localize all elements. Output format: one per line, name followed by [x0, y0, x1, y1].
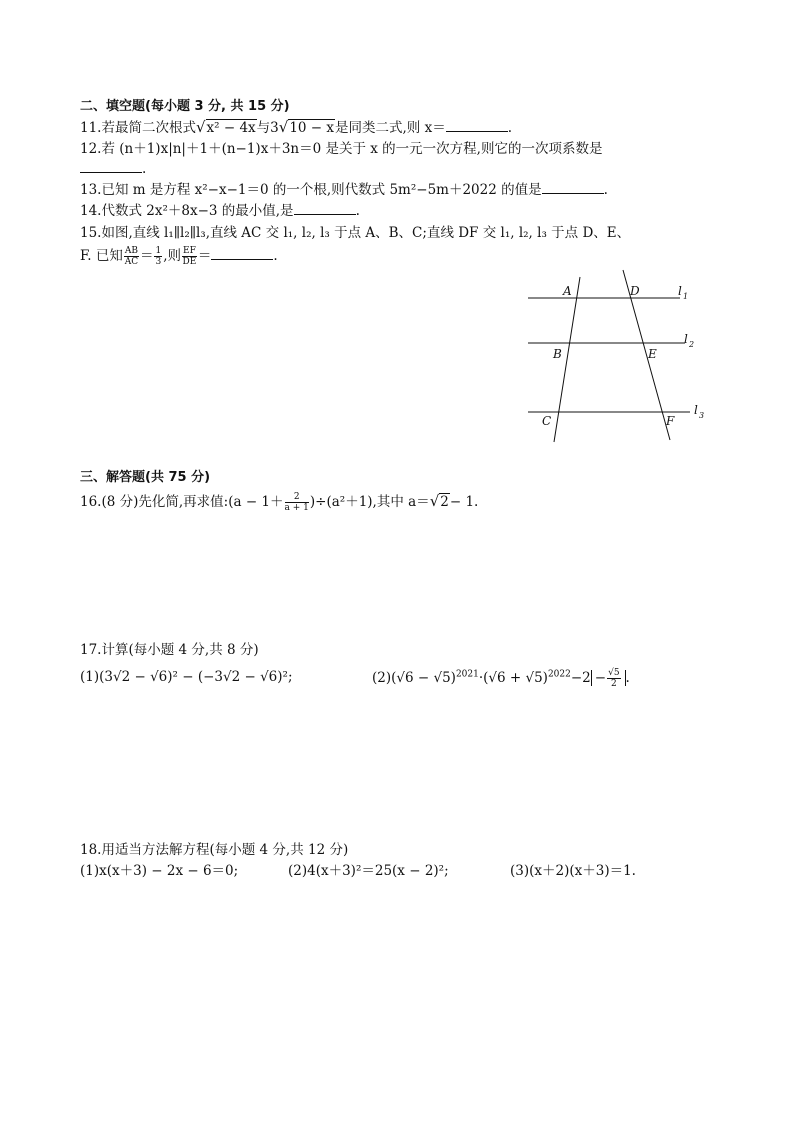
question-12: 12.若 (n＋1)x|n|＋1＋(n−1)x＋3n＝0 是关于 x 的一元一次方程,则它的一次项系数是: [80, 141, 603, 157]
frac-num: EF: [183, 246, 196, 256]
frac-num: 2: [285, 492, 309, 503]
fraction-one-third: [154, 246, 162, 267]
answer-blank-14[interactable]: [294, 202, 356, 215]
question-17-part1: (1)(3√2 − √6)² − (−3√2 − √6)²;: [80, 669, 293, 685]
q15-end: .: [273, 248, 278, 264]
radicand-2: 10 − x: [289, 120, 335, 136]
question-17-part2: [372, 668, 630, 689]
question-14: [80, 202, 360, 220]
parallel-lines-figure: [520, 262, 720, 447]
label-l3: l: [694, 403, 698, 417]
question-18-part2: (2)4(x＋3)²＝25(x − 2)²;: [288, 863, 449, 879]
question-13: [80, 181, 608, 199]
question-15-line2: [80, 246, 278, 267]
fraction-ef-de: [182, 246, 197, 267]
q11-pre: 11.若最简二次根式: [80, 120, 196, 136]
q17p2-pre: (2)(√6 − √5): [372, 670, 456, 686]
label-l2-sub: 2: [689, 340, 695, 349]
fraction-2-over-a1: [285, 492, 309, 513]
q17p2-tail: −2: [570, 670, 591, 686]
fraction-sqrt5-over-2: [607, 668, 620, 689]
question-17-title: 17.计算(每小题 4 分,共 8 分): [80, 642, 259, 658]
q11-post: 是同类二式,则 x＝: [335, 120, 446, 136]
frac-num: √5: [608, 668, 620, 678]
frac-den: 2: [610, 679, 617, 689]
question-12-line2: [80, 160, 146, 178]
q15-pre: F. 已知: [80, 248, 123, 264]
label-l2: l: [684, 332, 688, 346]
answer-blank-15[interactable]: [211, 247, 273, 260]
radicand-1: x² − 4x: [206, 120, 256, 136]
abs-minus: −: [594, 670, 607, 686]
label-c: C: [542, 414, 552, 428]
q15-eq: ＝: [139, 248, 154, 264]
q14-text: 14.代数式 2x²＋8x−3 的最小值,是: [80, 203, 294, 219]
question-18-part3: (3)(x＋2)(x＋3)＝1.: [510, 863, 636, 879]
question-18-title: 18.用适当方法解方程(每小题 4 分,共 12 分): [80, 842, 349, 858]
q11-mid: 与3: [256, 120, 279, 136]
q15-then: ,则: [163, 248, 182, 264]
section-title-solutions: 三、解答题(共 75 分): [80, 470, 211, 485]
q16-pre: 16.(8 分)先化简,再求值:(a − 1＋: [80, 494, 284, 510]
absolute-value: [591, 668, 626, 689]
q17p2-mid: ·(√6 + √5): [478, 670, 548, 686]
q16-post: − 1.: [449, 494, 479, 510]
frac-den: a + 1: [284, 503, 309, 513]
radical-sqrt2: √2: [429, 492, 449, 510]
radical-2: √10 − x: [278, 118, 335, 136]
label-d: D: [630, 284, 640, 298]
frac-num: 1: [155, 246, 162, 256]
label-a: A: [563, 284, 572, 298]
q16-mid: )÷(a²＋1),其中 a＝: [309, 494, 430, 510]
label-e: E: [648, 347, 657, 361]
label-b: B: [553, 347, 562, 361]
exponent-2021: 2021: [455, 669, 479, 680]
q11-end: .: [507, 120, 513, 136]
q17p2-end: .: [625, 670, 630, 686]
q15-post: ＝: [197, 248, 212, 264]
radicand: 2: [440, 494, 449, 510]
label-l3-sub: 3: [699, 411, 705, 420]
section-title-fill-in: 二、填空题(每小题 3 分, 共 15 分): [80, 99, 290, 114]
radical-1: √x² − 4x: [195, 118, 256, 136]
fraction-ab-ac: [124, 246, 139, 267]
q12-end: .: [142, 161, 147, 177]
frac-den: AC: [124, 257, 139, 267]
label-l1: l: [678, 284, 682, 298]
answer-blank-12[interactable]: [80, 160, 142, 173]
q13-end: .: [603, 182, 608, 198]
frac-den: 3: [155, 257, 162, 267]
exponent-2022: 2022: [547, 669, 571, 680]
question-11: [80, 118, 512, 137]
answer-blank-13[interactable]: [542, 181, 604, 194]
q14-end: .: [355, 203, 360, 219]
question-15-line1: 15.如图,直线 l₁∥l₂∥l₃,直线 AC 交 l₁, l₂, l₃ 于点 A、B、C;直线 DF 交 l₁, l₂, l₃ 于点 D、E、: [80, 225, 631, 241]
question-18-part1: (1)x(x＋3) − 2x − 6＝0;: [80, 863, 239, 879]
label-l1-sub: 1: [683, 292, 689, 301]
frac-den: DE: [182, 257, 197, 267]
q13-text: 13.已知 m 是方程 x²−x−1＝0 的一个根,则代数式 5m²−5m＋2022 的值是: [80, 182, 542, 198]
label-f: F: [666, 414, 675, 428]
frac-num: AB: [124, 246, 138, 256]
answer-blank-11[interactable]: [446, 119, 508, 132]
question-16: [80, 492, 478, 513]
